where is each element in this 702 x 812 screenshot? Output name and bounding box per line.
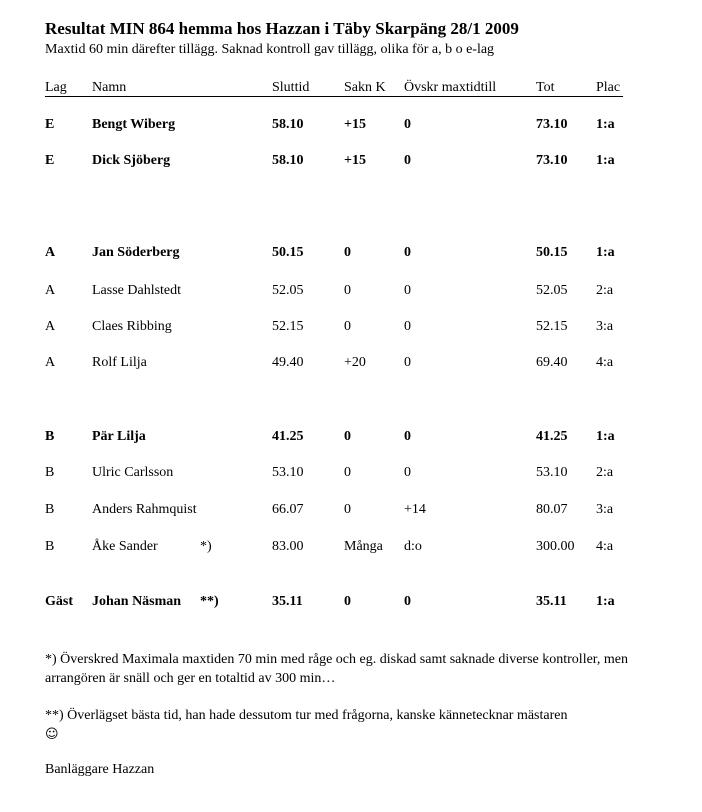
footnote-2-marker: **) (45, 708, 64, 723)
cell-lag: E (45, 153, 55, 168)
cell-lag: A (45, 319, 56, 334)
cell-lag: A (45, 245, 56, 260)
cell-footnote-mark: *) (200, 539, 212, 554)
cell-sakn-k: 0 (344, 594, 351, 609)
cell-tot: 52.15 (536, 319, 568, 334)
cell-sakn-k: +15 (344, 117, 366, 132)
cell-namn: Johan Näsman (92, 594, 182, 609)
cell-ovskr: 0 (404, 465, 411, 480)
cell-lag: B (45, 465, 55, 480)
header-lag: Lag (45, 80, 67, 95)
cell-sluttid: 58.10 (272, 117, 304, 132)
cell-plac: 4:a (596, 355, 614, 370)
cell-lag: Gäst (45, 594, 73, 609)
cell-sluttid: 35.11 (272, 594, 303, 609)
cell-sakn-k: Många (344, 539, 383, 554)
signature: Banläggare Hazzan (45, 762, 155, 777)
cell-plac: 1:a (596, 429, 615, 444)
cell-ovskr: +14 (404, 502, 426, 517)
table-row (0, 539, 702, 559)
cell-sluttid: 50.15 (272, 245, 304, 260)
cell-plac: 4:a (596, 539, 614, 554)
cell-sluttid: 49.40 (272, 355, 304, 370)
cell-tot: 80.07 (536, 502, 568, 517)
header-sluttid: Sluttid (272, 80, 310, 95)
cell-sakn-k: 0 (344, 429, 351, 444)
cell-plac: 1:a (596, 245, 615, 260)
cell-sakn-k: 0 (344, 283, 351, 298)
table-row (0, 117, 702, 137)
cell-tot: 69.40 (536, 355, 568, 370)
cell-sluttid: 58.10 (272, 153, 304, 168)
cell-ovskr: 0 (404, 355, 411, 370)
footnote-1 (45, 650, 655, 688)
cell-namn: Pär Lilja (92, 429, 146, 444)
cell-ovskr: 0 (404, 153, 411, 168)
cell-plac: 2:a (596, 465, 614, 480)
cell-tot: 53.10 (536, 465, 568, 480)
cell-namn: Bengt Wiberg (92, 117, 176, 132)
cell-namn: Lasse Dahlstedt (92, 283, 182, 298)
cell-lag: B (45, 539, 55, 554)
cell-sluttid: 53.10 (272, 465, 304, 480)
cell-namn: Rolf Lilja (92, 355, 147, 370)
cell-namn: Dick Sjöberg (92, 153, 171, 168)
cell-plac: 3:a (596, 502, 614, 517)
header-sakn-k: Sakn K (344, 80, 386, 95)
table-row (0, 355, 702, 375)
cell-tot: 50.15 (536, 245, 568, 260)
cell-sakn-k: +20 (344, 355, 366, 370)
table-row (0, 502, 702, 522)
cell-tot: 73.10 (536, 153, 568, 168)
table-row (0, 465, 702, 485)
cell-namn: Jan Söderberg (92, 245, 180, 260)
header-plac: Plac (596, 80, 621, 95)
footnote-1-text: Överskred Maximala maxtiden 70 min med råge och eg. diskad samt saknade diverse kontroller, men arrangören är snäll och ger en totaltid av 300 min… (45, 652, 628, 686)
cell-plac: 1:a (596, 153, 615, 168)
cell-namn: Anders Rahmquist (92, 502, 197, 517)
footnote-1-marker: *) (45, 652, 57, 667)
cell-sakn-k: 0 (344, 465, 351, 480)
cell-ovskr: 0 (404, 594, 411, 609)
footnote-2-text: Överlägset bästa tid, han hade dessutom tur med frågorna, kanske kännetecknar mästaren (63, 708, 568, 723)
cell-tot: 300.00 (536, 539, 575, 554)
cell-sakn-k: 0 (344, 319, 351, 334)
cell-ovskr: 0 (404, 429, 411, 444)
cell-ovskr: 0 (404, 319, 411, 334)
cell-namn: Åke Sander (92, 539, 158, 554)
cell-namn: Ulric Carlsson (92, 465, 174, 480)
cell-tot: 35.11 (536, 594, 567, 609)
cell-tot: 41.25 (536, 429, 568, 444)
page-subtitle: Maxtid 60 min därefter tillägg. Saknad kontroll gav tillägg, olika för a, b o e-lag (45, 42, 495, 57)
footnote-2 (45, 706, 655, 744)
cell-plac: 2:a (596, 283, 614, 298)
cell-sluttid: 52.05 (272, 283, 304, 298)
cell-lag: A (45, 283, 56, 298)
cell-footnote-mark: **) (200, 594, 219, 609)
cell-lag: B (45, 429, 55, 444)
cell-lag: E (45, 117, 55, 132)
cell-ovskr: d:o (404, 539, 422, 554)
header-tot: Tot (536, 80, 555, 95)
cell-sluttid: 66.07 (272, 502, 304, 517)
cell-sakn-k: 0 (344, 502, 351, 517)
cell-sakn-k: 0 (344, 245, 351, 260)
cell-plac: 1:a (596, 594, 615, 609)
cell-plac: 1:a (596, 117, 615, 132)
cell-sluttid: 41.25 (272, 429, 304, 444)
table-row (0, 283, 702, 303)
cell-ovskr: 0 (404, 117, 411, 132)
cell-ovskr: 0 (404, 245, 411, 260)
cell-tot: 52.05 (536, 283, 568, 298)
cell-plac: 3:a (596, 319, 614, 334)
cell-sluttid: 52.15 (272, 319, 304, 334)
header-underline (45, 96, 623, 97)
cell-namn: Claes Ribbing (92, 319, 172, 334)
cell-lag: B (45, 502, 55, 517)
cell-ovskr: 0 (404, 283, 411, 298)
cell-sakn-k: +15 (344, 153, 366, 168)
header-namn: Namn (92, 80, 127, 95)
cell-sluttid: 83.00 (272, 539, 304, 554)
cell-lag: A (45, 355, 56, 370)
table-header (0, 80, 702, 100)
table-row (0, 319, 702, 339)
table-row (0, 245, 702, 265)
table-row (0, 153, 702, 173)
table-row (0, 429, 702, 449)
page-title: Resultat MIN 864 hemma hos Hazzan i Täby Skarpäng 28/1 2009 (45, 19, 519, 38)
header-ovskr: Övskr maxtidtill (404, 80, 497, 95)
cell-tot: 73.10 (536, 117, 568, 132)
smiley-icon: ☺ (45, 727, 59, 742)
table-row (0, 594, 702, 614)
